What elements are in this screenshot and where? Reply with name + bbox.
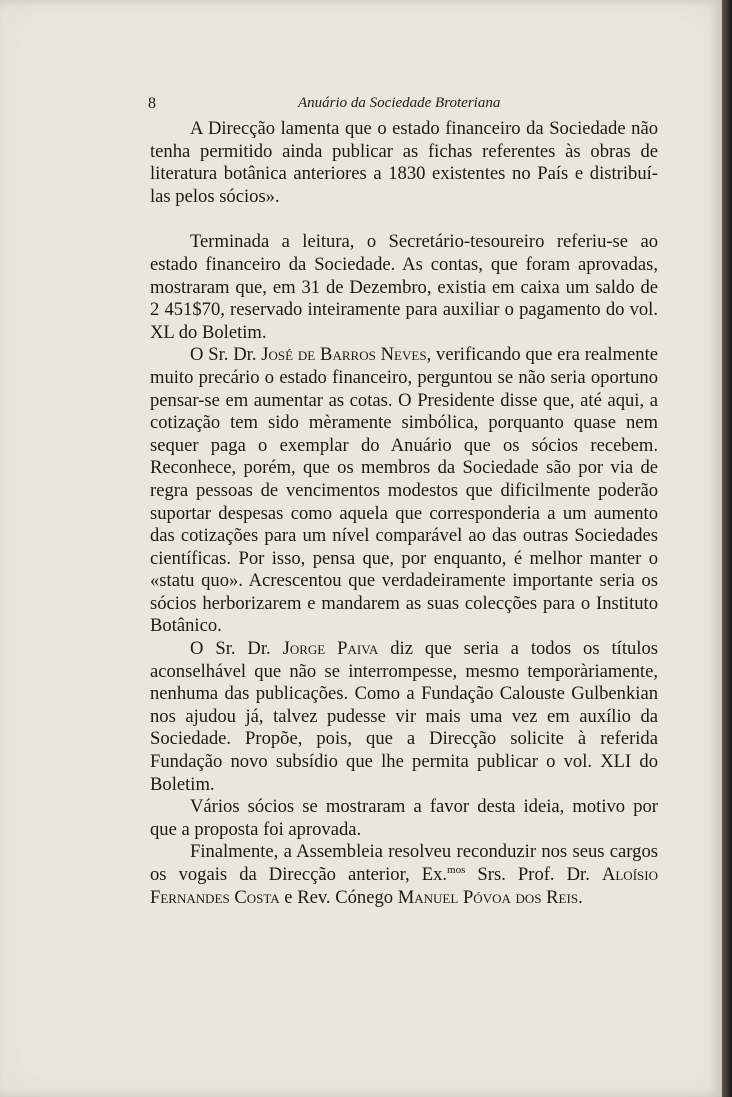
paragraph-4-lead: O Sr. Dr. xyxy=(190,638,283,660)
book-spine-edge xyxy=(722,0,732,1097)
person-name-barros-neves: José de Barros Neves xyxy=(261,344,427,366)
paragraph-3 xyxy=(150,344,658,638)
paragraph-1: A Direcção lamenta que o estado financeiro da Sociedade não tenha permitido ainda publicar as fichas referentes às obras de literatura botânica anteriores a 1830 existentes no País e distribuí-las pelos sócios». xyxy=(150,118,658,207)
person-name-povoa-dos-reis: Manuel Póvoa dos Reis xyxy=(397,886,579,908)
person-name-jorge-paiva: Jorge Paiva xyxy=(282,638,379,660)
paragraph-4 xyxy=(150,638,658,796)
paragraph-6 xyxy=(150,841,658,909)
paragraph-2: Terminada a leitura, o Secretário-tesoureiro referiu-se ao estado financeiro da Sociedade. As contas, que foram aprovadas, mostraram que, em 31 de Dezembro, existia em caixa um saldo de 2 451$70, reservado inteiramente para auxiliar o pagamento do vol. XL do Boletim. xyxy=(150,231,658,343)
person-name-fernandes-costa: Aloísio Fernandes Costa xyxy=(150,864,658,908)
superscript-mos: mos xyxy=(447,864,466,876)
paragraph-3-rest: , verificando que era realmente muito precário o estado financeiro, perguntou se não seria oportuno pensar-se em aumentar as cotas. O Presidente disse que, até aqui, a cotização tem sido mèramente simbólica, porquanto quase nem sequer paga o exemplar do Anuário que os sócios recebem. Reconhece, porém, que os membros da Sociedade são por via de regra pessoas de vencimentos modestos que dificilmente poderão suportar despesas como aquela que corresponderia a um aumento das cotizações para um nível comparável ao das outras Sociedades científicas. Por isso, pensa que, por enquanto, é melhor manter o «statu quo». Acrescentou que verdadeiramente importante seria os sócios herborizarem e mandarem as suas colecções para o Instituto Botânico. xyxy=(150,344,658,637)
paragraph-5: Vários sócios se mostraram a favor desta ideia, motivo por que a proposta foi aprovada. xyxy=(150,796,658,840)
journal-title: Anuário da Sociedade Broteriana xyxy=(298,95,501,111)
paragraph-6-mid-2: e Rev. Cónego xyxy=(279,886,398,908)
paragraph-6-end: . xyxy=(578,886,583,908)
body-text xyxy=(150,118,658,909)
paragraph-4-rest: diz que seria a todos os títulos aconselhável que não se interrompesse, mesmo temporàriamente, nenhuma das publicações. Como a Fundação Calouste Gulbenkian nos ajudou já, talvez pudesse vir mais uma vez em auxílio da Sociedade. Propõe, pois, que a Direcção solicite à referida Fundação novo subsídio que lhe permita publicar o vol. XLI do Boletim. xyxy=(150,638,658,795)
paragraph-3-lead: O Sr. Dr. xyxy=(190,344,262,366)
paragraph-6-mid-1: Srs. Prof. Dr. xyxy=(465,864,602,885)
page-number: 8 xyxy=(148,95,156,112)
paragraph-6-lead: Finalmente, a Assembleia resolveu reconduzir nos seus cargos os vogais da Direcção anterior, Ex. xyxy=(150,841,658,885)
